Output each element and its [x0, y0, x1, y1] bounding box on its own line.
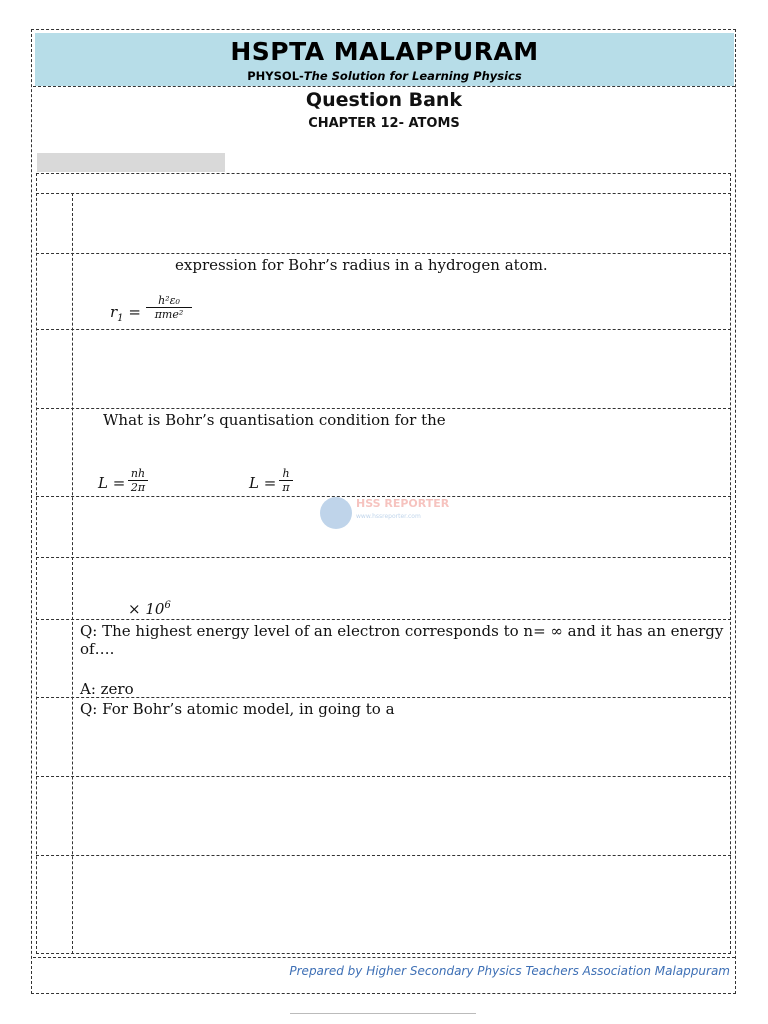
watermark-url: www.hssreporter.com: [356, 513, 421, 520]
formula-l1-fraction: [128, 467, 148, 494]
fraction-denominator: πme²: [154, 308, 184, 321]
question-table: [36, 173, 731, 954]
bohr-radius-text: expression for Bohr’s radius in a hydrogen atom.: [175, 256, 548, 274]
question-bank-heading: Question Bank: [305, 89, 463, 111]
doc-title: HSPTA MALAPPURAM: [230, 37, 539, 66]
table-column-divider: [72, 193, 73, 954]
exponent: 6: [164, 600, 171, 611]
header-band: [35, 33, 734, 86]
radius-symbol: r: [110, 303, 118, 321]
quantisation-text: What is Bohr’s quantisation condition for the: [103, 411, 446, 429]
radius-subscript: 1: [117, 313, 124, 324]
fraction-denominator: π: [282, 481, 290, 494]
times-ten: × 10: [128, 600, 165, 618]
table-row-divider: [36, 253, 731, 254]
question-highest-energy-cont: of….: [80, 640, 115, 658]
table-row-divider: [36, 557, 731, 558]
question-bohr-model: Q: For Bohr’s atomic model, in going to a: [80, 700, 395, 718]
reporter-logo-icon: [320, 497, 352, 529]
formula-l2-fraction: [279, 467, 293, 494]
table-row-divider: [36, 697, 731, 698]
subtitle-prefix: PHYSOL-: [247, 69, 304, 83]
question-highest-energy: Q: The highest energy level of an electron corresponds to n= ∞ and it has an energy: [80, 622, 724, 640]
doc-subtitle: [35, 69, 734, 83]
footer-divider: [33, 957, 735, 958]
table-row-divider: [36, 776, 731, 777]
fraction-numerator: h: [279, 467, 293, 481]
answer-zero: A: zero: [80, 680, 134, 698]
fraction-numerator: nh: [128, 467, 148, 481]
page-bottom-line: [290, 1013, 476, 1014]
formula-l1-lhs: L =: [98, 474, 126, 492]
header-divider: [33, 86, 735, 87]
table-row-divider: [36, 193, 731, 194]
fraction-denominator: 2π: [130, 481, 146, 494]
grey-tab: [37, 153, 225, 172]
bohr-radius-lhs: [110, 303, 141, 324]
table-row-divider: [36, 855, 731, 856]
formula-l2-lhs: L =: [249, 474, 277, 492]
bohr-radius-fraction: [146, 294, 192, 321]
power-of-ten: [128, 600, 171, 618]
table-row-divider: [36, 329, 731, 330]
chapter-heading: CHAPTER 12- ATOMS: [308, 116, 460, 131]
footer-credit: Prepared by Higher Secondary Physics Teachers Association Malappuram: [289, 964, 730, 978]
fraction-numerator: h²ε₀: [146, 294, 192, 308]
watermark-name: HSS REPORTER: [356, 497, 450, 510]
table-row-divider: [36, 408, 731, 409]
table-row-divider: [36, 619, 731, 620]
subtitle-tagline: The Solution for Learning Physics: [303, 69, 522, 83]
equals-sign: =: [128, 303, 141, 321]
